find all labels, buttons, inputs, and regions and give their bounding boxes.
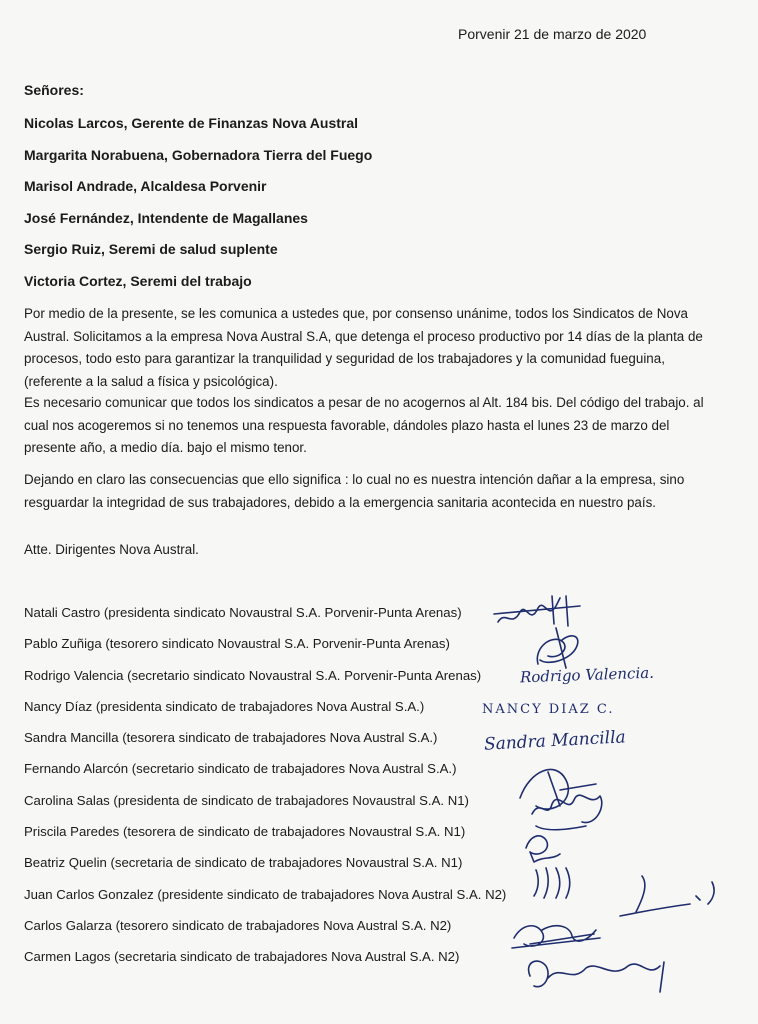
signatory-item: Carlos Galarza (tesorero sindicato de trabajadores Nova Austral S.A. N2)	[24, 917, 452, 933]
greeting: Señores:	[24, 82, 84, 98]
recipient-item: Nicolas Larcos, Gerente de Finanzas Nova Austral	[24, 115, 359, 131]
closing-line: Atte. Dirigentes Nova Austral.	[24, 542, 199, 557]
signatory-list	[24, 604, 506, 980]
recipient-list	[24, 115, 372, 305]
signatory-item: Sandra Mancilla (tesorera sindicato de trabajadores Nova Austral S.A.)	[24, 730, 438, 746]
body-paragraph-1: Por medio de la presente, se les comunica a ustedes que, por consenso unánime, todos los Sindicatos de Nova Austral. Solicitamos a la empresa Nova Austral S.A, que detenga el proceso productivo por 14 días de la planta de procesos, todo esto para garantizar la tranquilidad y seguridad de los trabajadores y la comunidad fueguina, (referente a la salud a física y psicológica).	[24, 306, 703, 389]
signature-natali	[494, 596, 580, 626]
signature-carmen	[529, 961, 664, 992]
recipient-item: Margarita Norabuena, Gobernadora Tierra del Fuego	[24, 146, 373, 163]
signature-beatriz	[534, 868, 570, 898]
signature-fernando	[520, 770, 596, 810]
recipient-item: Victoria Cortez, Seremi del trabajo	[24, 272, 252, 289]
signatory-item: Pablo Zuñiga (tesorero sindicato Novaustral S.A. Porvenir-Punta Arenas)	[24, 636, 450, 652]
signature-priscila	[526, 836, 560, 862]
signature-pablo	[537, 628, 578, 668]
signature-juan-carlos	[620, 876, 714, 916]
signatory-item: Rodrigo Valencia (secretario sindicato Novaustral S.A. Porvenir-Punta Arenas)	[24, 667, 482, 683]
signature-rodrigo-text: Rodrigo Valencia.	[519, 663, 655, 687]
signatory-item: Beatriz Quelin (secretaria de sindicato de trabajadores Novaustral S.A. N1)	[24, 855, 463, 871]
signatory-item: Natali Castro (presidenta sindicato Novaustral S.A. Porvenir-Punta Arenas)	[24, 605, 462, 620]
signatory-item: Fernando Alarcón (secretario sindicato de trabajadores Nova Austral S.A.)	[24, 761, 457, 777]
recipient-item: Marisol Andrade, Alcaldesa Porvenir	[24, 178, 267, 195]
signatory-item: Nancy Díaz (presidenta sindicato de trabajadores Nova Austral S.A.)	[24, 698, 425, 714]
signature-carlos	[512, 926, 600, 948]
recipient-item: José Fernández, Intendente de Magallanes	[24, 209, 308, 226]
signatory-item: Priscila Paredes (tesorera de sindicato de trabajadores Novaustral S.A. N1)	[24, 824, 466, 840]
letter-date: Porvenir 21 de marzo de 2020	[458, 26, 647, 42]
signatory-item: Carmen Lagos (secretaria sindicato de trabajadores Nova Austral S.A. N2)	[24, 949, 460, 965]
signatory-item: Juan Carlos Gonzalez (presidente sindicato de trabajadores Nova Austral S.A. N2)	[24, 886, 507, 902]
recipient-item: Sergio Ruiz, Seremi de salud suplente	[24, 241, 278, 258]
signature-carolina	[532, 795, 602, 830]
signature-nancy-text: NANCY DIAZ C.	[482, 702, 615, 717]
signatory-item: Carolina Salas (presidenta de sindicato de trabajadores Novaustral S.A. N1)	[24, 792, 469, 808]
signature-sandra-text: Sandra Mancilla	[483, 727, 627, 755]
body-paragraph-3: Dejando en claro las consecuencias que ello significa : lo cual no es nuestra intención dañar a la empresa, sino resguardar la integridad de sus trabajadores, debido a la emergencia sanitaria acontecida en nuestro país.	[24, 472, 685, 510]
body-paragraph-2: Es necesario comunicar que todos los sindicatos a pesar de no acogernos al Alt. 184 bis. Del código del trabajo. al cual nos acogeremos si no tenemos una respuesta favorable, dándoles plazo hasta el lunes 23 de marzo del presente año, a medio día. bajo el mismo tenor.	[24, 395, 704, 455]
